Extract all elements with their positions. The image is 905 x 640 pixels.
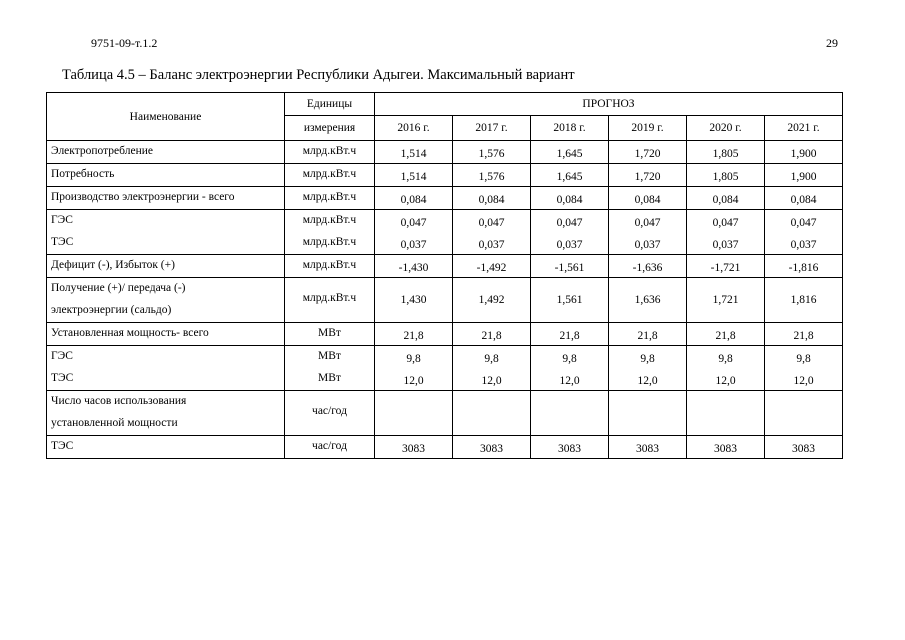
value-cell xyxy=(453,187,531,210)
value-line: 0,084 xyxy=(400,194,427,206)
header-year: 2021 г. xyxy=(765,116,843,141)
value-line: 21,8 xyxy=(637,330,658,342)
value-cell xyxy=(687,187,765,210)
table-row xyxy=(47,278,843,323)
row-unit-line: млрд.кВт.ч xyxy=(302,191,357,203)
row-unit xyxy=(285,210,375,255)
row-unit-line: час/год xyxy=(312,405,347,417)
value-cell xyxy=(453,323,531,346)
value-cell xyxy=(609,210,687,255)
value-line: 0,047 xyxy=(478,217,505,229)
value-cell xyxy=(765,210,843,255)
value-line: 1,900 xyxy=(790,171,817,183)
value-cell xyxy=(687,164,765,187)
value-line: 3083 xyxy=(480,443,503,455)
value-line: 0,037 xyxy=(712,239,739,251)
value-cell xyxy=(687,436,765,459)
value-line: 0,047 xyxy=(790,217,817,229)
value-cell xyxy=(765,187,843,210)
value-cell xyxy=(531,255,609,278)
value-line: 21,8 xyxy=(715,330,736,342)
value-line: 0,037 xyxy=(400,239,427,251)
value-line: 21,8 xyxy=(403,330,424,342)
value-cell xyxy=(609,323,687,346)
value-cell xyxy=(609,346,687,391)
row-name-line: Число часов использования xyxy=(51,395,187,407)
value-line: 0,047 xyxy=(712,217,739,229)
value-cell xyxy=(375,436,453,459)
value-line: 9,8 xyxy=(484,353,499,365)
table-row xyxy=(47,187,843,210)
row-unit-line: МВт xyxy=(318,350,341,362)
table-row xyxy=(47,346,843,391)
row-unit xyxy=(285,436,375,459)
value-cell xyxy=(687,278,765,323)
row-name-line: электроэнергии (сальдо) xyxy=(51,304,172,316)
row-unit xyxy=(285,323,375,346)
value-cell xyxy=(453,210,531,255)
value-line: 9,8 xyxy=(718,353,733,365)
value-line: 1,900 xyxy=(790,148,817,160)
value-cell xyxy=(531,164,609,187)
value-cell xyxy=(687,346,765,391)
value-cell xyxy=(453,141,531,164)
row-unit-line: час/год xyxy=(312,440,347,452)
value-line: 12,0 xyxy=(403,375,424,387)
row-name xyxy=(47,346,285,391)
table-row xyxy=(47,164,843,187)
value-line: -1,492 xyxy=(476,262,507,274)
table-row xyxy=(47,210,843,255)
value-line: 1,645 xyxy=(556,171,583,183)
row-unit xyxy=(285,278,375,323)
row-name-line: Получение (+)/ передача (-) xyxy=(51,282,186,294)
value-line: 12,0 xyxy=(715,375,736,387)
value-line: 0,047 xyxy=(634,217,661,229)
row-unit-line: млрд.кВт.ч xyxy=(302,214,357,226)
value-cell xyxy=(531,210,609,255)
value-line: 1,720 xyxy=(634,148,661,160)
value-line: 1,514 xyxy=(400,171,427,183)
row-name xyxy=(47,278,285,323)
row-name-line: Электропотребление xyxy=(51,145,153,157)
value-cell xyxy=(531,436,609,459)
row-name-line: Установленная мощность- всего xyxy=(51,327,209,339)
row-name-line: ТЭС xyxy=(51,372,74,384)
table-row xyxy=(47,391,843,436)
value-cell xyxy=(531,187,609,210)
value-cell xyxy=(687,255,765,278)
value-cell xyxy=(375,164,453,187)
value-cell xyxy=(375,391,453,436)
value-cell xyxy=(687,391,765,436)
value-line: 3083 xyxy=(714,443,737,455)
value-line: 3083 xyxy=(636,443,659,455)
value-cell xyxy=(531,278,609,323)
row-name xyxy=(47,141,285,164)
row-name xyxy=(47,210,285,255)
value-cell xyxy=(609,278,687,323)
value-line: 12,0 xyxy=(637,375,658,387)
value-line: 0,037 xyxy=(556,239,583,251)
value-line: 0,037 xyxy=(478,239,505,251)
value-cell xyxy=(765,436,843,459)
header-name: Наименование xyxy=(47,93,285,141)
value-line: 9,8 xyxy=(796,353,811,365)
value-line: -1,636 xyxy=(632,262,663,274)
value-line: 0,084 xyxy=(790,194,817,206)
row-unit xyxy=(285,255,375,278)
header-unit-line2: измерения xyxy=(285,116,375,141)
value-line: 3083 xyxy=(402,443,425,455)
value-line: 0,084 xyxy=(556,194,583,206)
balance-table xyxy=(46,92,843,459)
value-line: 21,8 xyxy=(481,330,502,342)
value-line xyxy=(531,391,608,435)
value-line: 0,084 xyxy=(712,194,739,206)
document-code: 9751-09-т.1.2 xyxy=(91,36,158,50)
row-name-line: ТЭС xyxy=(51,236,74,248)
value-line: 1,816 xyxy=(790,294,817,306)
value-line: -1,561 xyxy=(554,262,585,274)
row-name xyxy=(47,187,285,210)
value-cell xyxy=(375,141,453,164)
value-cell xyxy=(453,436,531,459)
value-line: 9,8 xyxy=(406,353,421,365)
table-row xyxy=(47,141,843,164)
row-unit-line: млрд.кВт.ч xyxy=(302,292,357,304)
value-line: 0,037 xyxy=(790,239,817,251)
value-line: 1,721 xyxy=(712,294,739,306)
row-name-line: ГЭС xyxy=(51,214,73,226)
value-cell xyxy=(453,255,531,278)
value-line: 1,805 xyxy=(712,148,739,160)
value-line: 1,576 xyxy=(478,148,505,160)
value-cell xyxy=(609,391,687,436)
value-line: 0,037 xyxy=(634,239,661,251)
value-line xyxy=(453,391,530,435)
value-cell xyxy=(609,255,687,278)
value-line: 21,8 xyxy=(559,330,580,342)
value-line: 1,561 xyxy=(556,294,583,306)
header-year: 2019 г. xyxy=(609,116,687,141)
value-line: 9,8 xyxy=(640,353,655,365)
value-cell xyxy=(765,391,843,436)
value-cell xyxy=(765,323,843,346)
row-unit xyxy=(285,141,375,164)
value-line: 1,514 xyxy=(400,148,427,160)
value-cell xyxy=(687,141,765,164)
value-cell xyxy=(765,141,843,164)
value-line xyxy=(375,391,452,435)
row-unit-line: МВт xyxy=(318,327,341,339)
value-line: -1,721 xyxy=(710,262,741,274)
value-cell xyxy=(375,346,453,391)
header-forecast: ПРОГНОЗ xyxy=(375,93,843,116)
value-cell xyxy=(531,391,609,436)
value-line: 1,492 xyxy=(478,294,505,306)
row-name-line: Потребность xyxy=(51,168,115,180)
value-line: -1,430 xyxy=(398,262,429,274)
value-cell xyxy=(375,323,453,346)
value-cell xyxy=(375,210,453,255)
value-cell xyxy=(609,141,687,164)
value-line: 0,047 xyxy=(556,217,583,229)
value-line: 0,047 xyxy=(400,217,427,229)
row-name xyxy=(47,436,285,459)
row-name-line: Производство электроэнергии - всего xyxy=(51,191,235,203)
header-year: 2017 г. xyxy=(453,116,531,141)
value-line: 1,720 xyxy=(634,171,661,183)
value-line xyxy=(687,391,764,435)
row-name-line: установленной мощности xyxy=(51,417,178,429)
value-cell xyxy=(375,278,453,323)
row-name xyxy=(47,323,285,346)
value-line: 3083 xyxy=(792,443,815,455)
value-cell xyxy=(609,187,687,210)
value-line xyxy=(609,391,686,435)
value-line: 9,8 xyxy=(562,353,577,365)
page-number: 29 xyxy=(826,36,838,50)
value-line: -1,816 xyxy=(788,262,819,274)
value-line: 1,645 xyxy=(556,148,583,160)
value-cell xyxy=(609,164,687,187)
value-cell xyxy=(765,278,843,323)
value-cell xyxy=(687,323,765,346)
header-year: 2018 г. xyxy=(531,116,609,141)
table-row xyxy=(47,323,843,346)
value-cell xyxy=(453,164,531,187)
value-line: 0,084 xyxy=(478,194,505,206)
value-cell xyxy=(375,255,453,278)
value-line: 3083 xyxy=(558,443,581,455)
row-unit-line: млрд.кВт.ч xyxy=(302,168,357,180)
row-unit xyxy=(285,164,375,187)
value-cell xyxy=(453,346,531,391)
value-line: 21,8 xyxy=(793,330,814,342)
row-unit xyxy=(285,346,375,391)
value-cell xyxy=(765,164,843,187)
row-name xyxy=(47,255,285,278)
row-unit-line: млрд.кВт.ч xyxy=(302,236,357,248)
value-line: 0,084 xyxy=(634,194,661,206)
row-name xyxy=(47,164,285,187)
value-cell xyxy=(453,391,531,436)
value-cell xyxy=(609,436,687,459)
value-cell xyxy=(687,210,765,255)
table-title: Таблица 4.5 – Баланс электроэнергии Республики Адыгеи. Максимальный вариант xyxy=(62,67,575,83)
value-line: 1,805 xyxy=(712,171,739,183)
value-line: 1,636 xyxy=(634,294,661,306)
value-cell xyxy=(765,255,843,278)
value-cell xyxy=(375,187,453,210)
value-line: 1,430 xyxy=(400,294,427,306)
row-name xyxy=(47,391,285,436)
value-cell xyxy=(531,346,609,391)
row-name-line: ГЭС xyxy=(51,350,73,362)
value-line xyxy=(765,391,842,435)
value-line: 12,0 xyxy=(793,375,814,387)
row-unit xyxy=(285,391,375,436)
header-unit-line1: Единицы xyxy=(285,93,375,116)
header-year: 2016 г. xyxy=(375,116,453,141)
row-unit-line: млрд.кВт.ч xyxy=(302,259,357,271)
header-year: 2020 г. xyxy=(687,116,765,141)
row-unit xyxy=(285,187,375,210)
row-unit-line: МВт xyxy=(318,372,341,384)
value-line: 12,0 xyxy=(559,375,580,387)
value-cell xyxy=(765,346,843,391)
row-name-line: Дефицит (-), Избыток (+) xyxy=(51,259,175,271)
value-cell xyxy=(531,141,609,164)
row-name-line: ТЭС xyxy=(51,440,74,452)
row-unit-line: млрд.кВт.ч xyxy=(302,145,357,157)
table-row xyxy=(47,255,843,278)
value-cell xyxy=(531,323,609,346)
value-line: 1,576 xyxy=(478,171,505,183)
value-line: 12,0 xyxy=(481,375,502,387)
value-cell xyxy=(453,278,531,323)
table-row xyxy=(47,436,843,459)
